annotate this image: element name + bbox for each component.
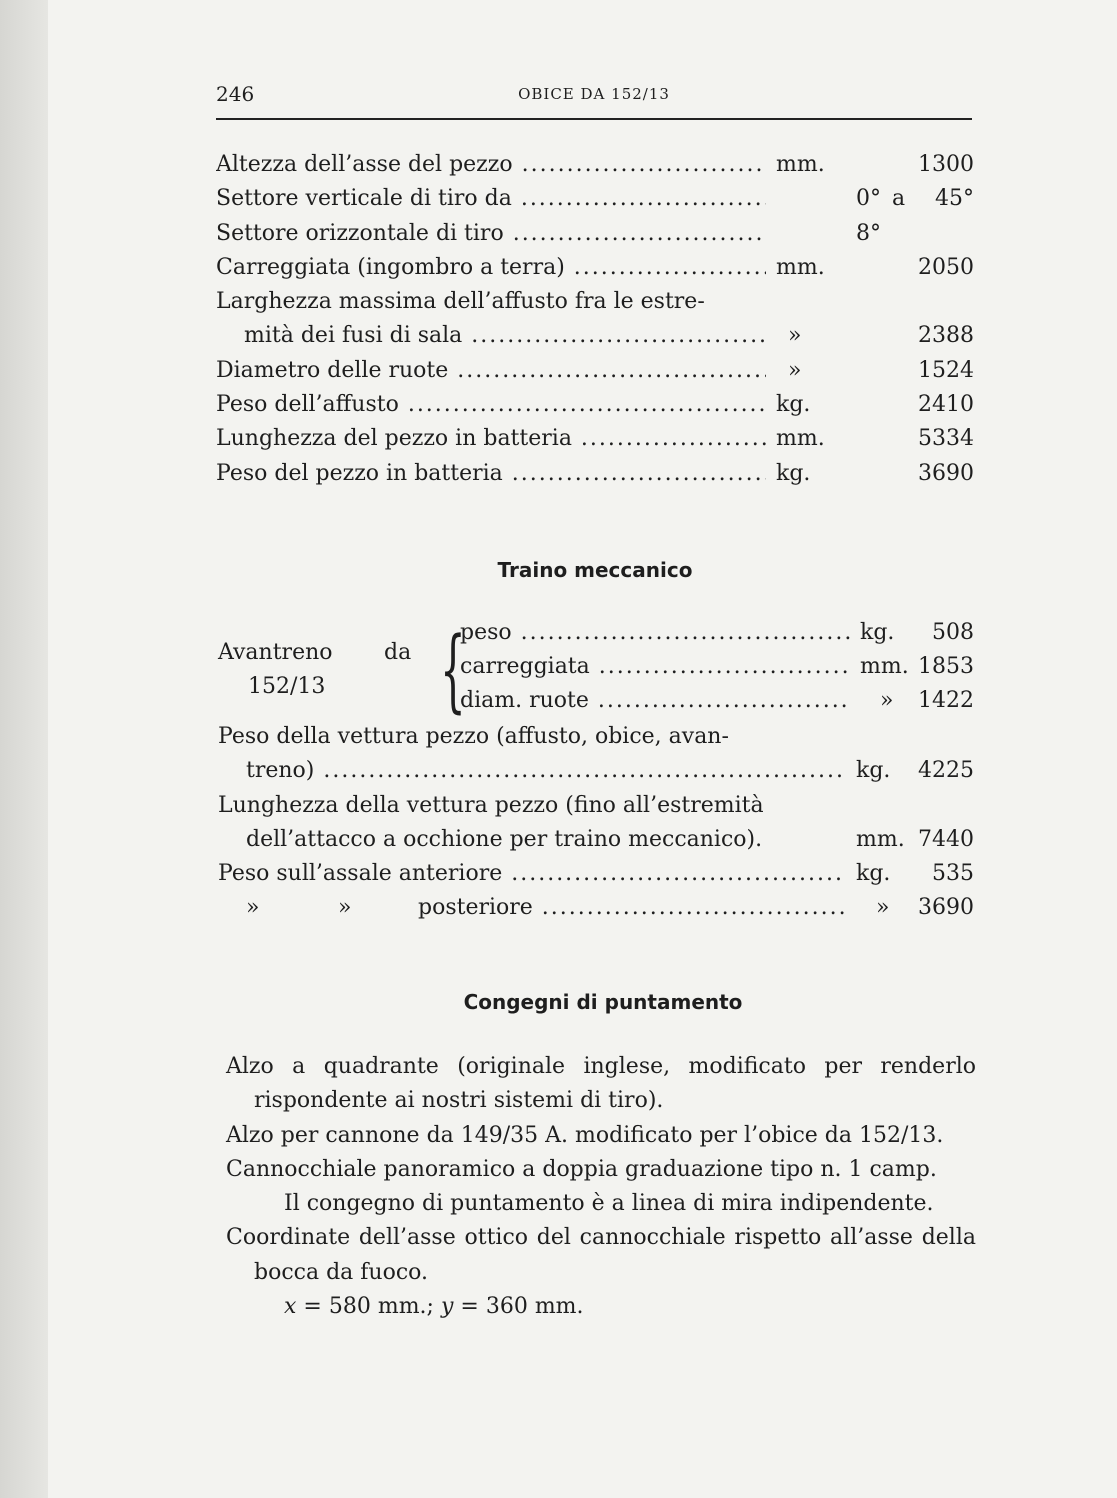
spec-value: 1300 — [918, 152, 974, 177]
book-gutter — [0, 0, 48, 1498]
spec-row — [216, 388, 974, 422]
traino-row — [218, 891, 974, 925]
spec-value: 1524 — [918, 357, 974, 383]
spec-label: Lunghezza del pezzo in batteria ..... — [216, 422, 766, 456]
traino-table — [218, 616, 974, 926]
spec-table — [216, 148, 974, 491]
spec-row — [216, 217, 974, 251]
spec-label: Diametro delle ruote ..... — [216, 354, 766, 388]
avantreno-row-value: 1853 — [918, 654, 974, 679]
traino-row-value: 3690 — [918, 895, 974, 921]
traino-row — [218, 823, 974, 857]
spec-label: Peso del pezzo in batteria ..... — [216, 457, 766, 491]
avantreno-row-unit: » — [880, 688, 894, 713]
header-rule — [216, 118, 972, 120]
avantreno-row — [460, 616, 974, 650]
spec-value: 3690 — [918, 460, 974, 486]
avantreno-rows — [460, 616, 974, 718]
traino-row-label: Peso sull’assale anteriore ..... — [218, 857, 846, 891]
spec-value: 2388 — [918, 323, 974, 349]
brace-glyph: { — [440, 618, 466, 723]
traino-row — [218, 857, 974, 891]
traino-row-unit: kg. — [856, 861, 891, 887]
spec-row — [216, 251, 974, 285]
avantreno-row-label: carreggiata ..... — [460, 650, 850, 684]
spec-value: 2050 — [918, 254, 974, 280]
spec-unit: mm. — [776, 254, 825, 280]
paragraph: Alzo per cannone da 149/35 A. modificato per l’obice da 152/13. — [226, 1122, 944, 1148]
ditto-mark: » — [246, 895, 260, 921]
spec-label: Peso dell’affusto ..... — [216, 388, 766, 422]
spec-unit: » — [788, 323, 802, 349]
spec-value: 2410 — [918, 392, 974, 418]
formula-x-value: = 580 mm.; — [303, 1294, 434, 1320]
spec-unit: kg. — [776, 460, 811, 486]
spec-label: mità dei fusi di sala ..... — [244, 319, 766, 353]
paragraph: Alzo a quadrante (originale inglese, modificato per renderlo rispondente ai nostri sistemi di tiro). — [226, 1054, 976, 1114]
traino-row — [218, 754, 974, 788]
spec-row — [216, 354, 974, 388]
spec-row — [216, 422, 974, 456]
avantreno-row-value: 508 — [932, 620, 974, 645]
spec-unit: mm. — [776, 152, 825, 177]
traino-row-value: 535 — [932, 861, 974, 887]
page-header — [216, 82, 972, 112]
spec-row — [216, 285, 974, 319]
traino-row-unit: » — [876, 895, 890, 921]
traino-row-value: 7440 — [918, 826, 974, 852]
avantreno-row-label: diam. ruote ..... — [460, 684, 850, 718]
range-word: a — [892, 186, 906, 212]
avantreno-row-unit: kg. — [860, 620, 895, 645]
traino-row — [218, 789, 974, 823]
spec-unit: kg. — [776, 392, 811, 418]
spec-label: Settore verticale di tiro da ..... — [216, 182, 766, 216]
spec-label: Altezza dell’asse del pezzo ..... — [216, 148, 766, 182]
spec-row — [216, 148, 974, 182]
spec-label: Settore orizzontale di tiro ..... — [216, 217, 766, 251]
avantreno-label — [218, 636, 418, 704]
avantreno-row — [460, 650, 974, 684]
traino-row-label: treno) ..... — [246, 754, 846, 788]
range-from: 8° — [856, 220, 881, 246]
formula-y-var: y — [440, 1294, 454, 1320]
traino-row — [218, 720, 974, 754]
avantreno-row-unit: mm. — [860, 654, 909, 679]
puntamento-text — [226, 1050, 976, 1324]
traino-row-label: Lunghezza della vettura pezzo (fino all’estremità — [218, 792, 764, 818]
section-title-traino: Traino meccanico — [497, 558, 693, 582]
paragraph: Cannocchiale panoramico a doppia graduazione tipo n. 1 camp. — [226, 1156, 937, 1182]
spec-unit: mm. — [776, 426, 825, 452]
avantreno-row-value: 1422 — [918, 688, 974, 713]
spec-label: Carreggiata (ingombro a terra) ..... — [216, 251, 766, 285]
traino-row-unit: mm. — [856, 826, 905, 852]
spec-row — [216, 182, 974, 216]
coordinate-formula — [226, 1290, 976, 1324]
traino-row-label: dell’attacco a occhione per traino meccanico). — [246, 826, 763, 852]
section-title-puntamento: Congegni di puntamento — [463, 990, 743, 1014]
avantreno-group — [218, 616, 974, 723]
avantreno-label-1: Avantreno — [218, 640, 333, 665]
spec-label: Larghezza massima dell’affusto fra le estre- — [216, 289, 705, 315]
avantreno-row — [460, 684, 974, 718]
running-title: OBICE DA 152/13 — [518, 85, 670, 103]
paragraph: Coordinate dell’asse ottico del cannocchiale rispetto all’asse della bocca da fuoco. — [226, 1225, 976, 1285]
range-from: 0° — [856, 186, 881, 212]
avantreno-label-2: 152/13 — [248, 674, 326, 699]
traino-row-unit: kg. — [856, 758, 891, 784]
range-to: 45° — [935, 186, 974, 212]
spec-value: 5334 — [918, 426, 974, 452]
page-number: 246 — [216, 82, 255, 106]
ditto-mark: » — [338, 895, 352, 921]
spec-row — [216, 319, 974, 353]
traino-row-label: Peso della vettura pezzo (affusto, obice, avan- — [218, 724, 729, 749]
avantreno-da: da — [384, 640, 412, 665]
paragraph: Il congegno di puntamento è a linea di mira indipendente. — [284, 1191, 934, 1217]
formula-x-var: x — [284, 1294, 297, 1320]
spec-unit: » — [788, 357, 802, 383]
traino-row-label: posteriore ..... — [418, 891, 846, 925]
spec-row — [216, 457, 974, 491]
avantreno-row-label: peso ..... — [460, 616, 850, 650]
traino-row-value: 4225 — [918, 758, 974, 784]
formula-y-value: = 360 mm. — [460, 1294, 584, 1320]
